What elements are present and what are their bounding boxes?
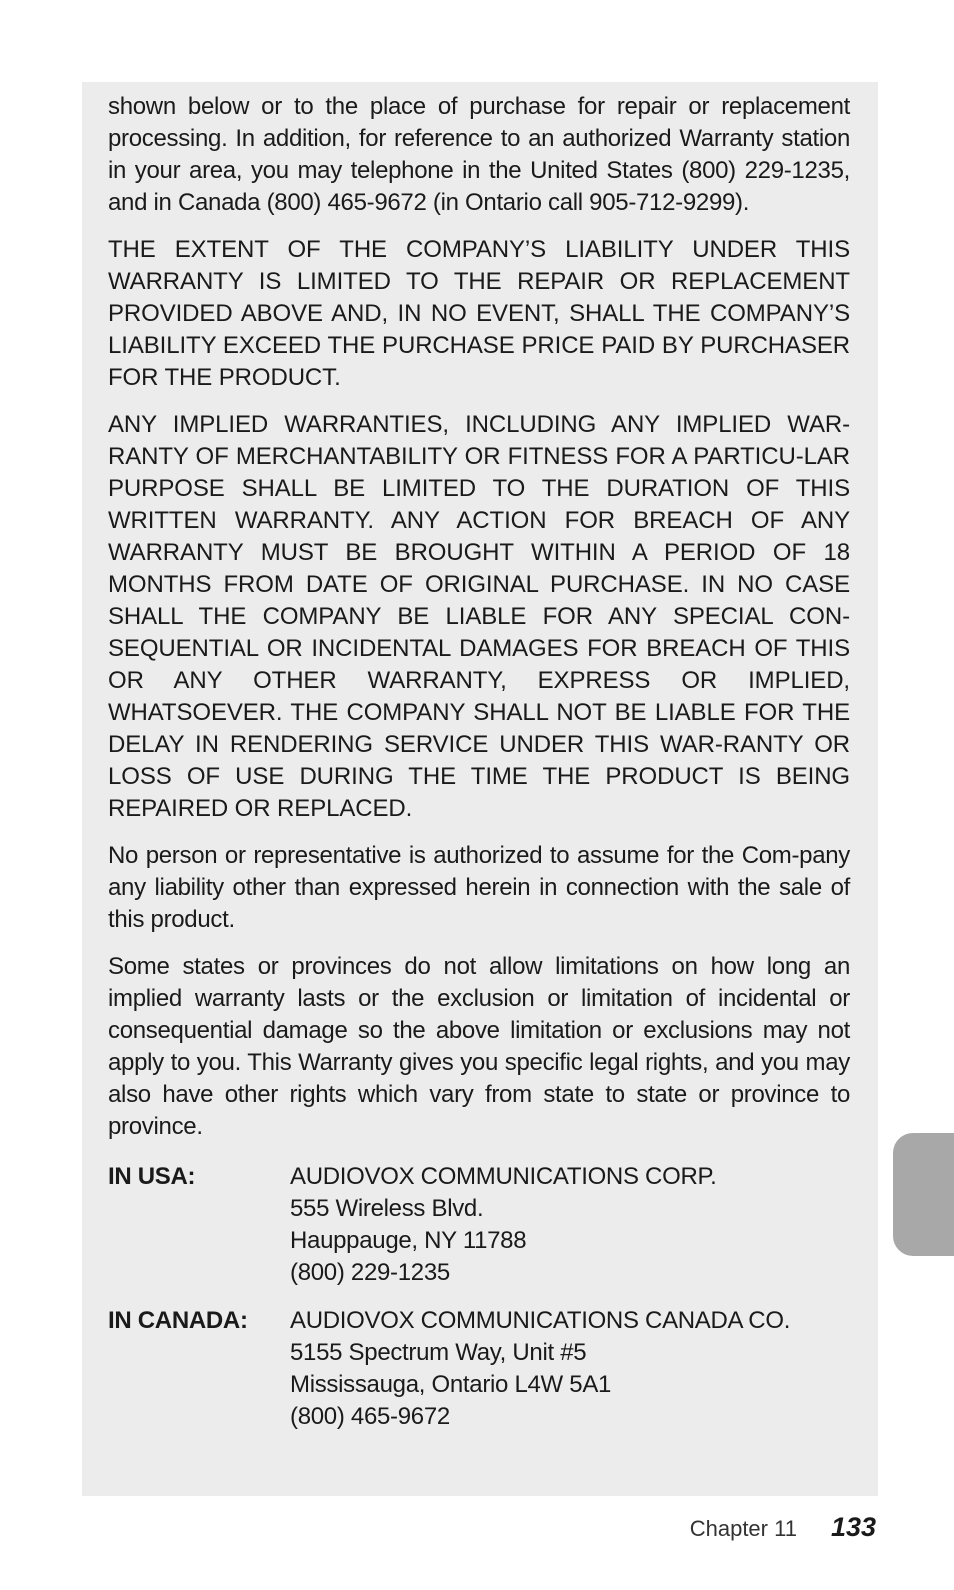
address-phone: (800) 465-9672 xyxy=(290,1403,450,1430)
paragraph-state-rights: Some states or provinces do not allow limitations on how long an implied warranty lasts or the exclusion or limitation of incidental or consequential damage so the above limitation or exclusions may not apply to you. This Warranty gives you specific legal rights, and you may also have other rights which vary from state to state or province to province. xyxy=(108,953,850,1140)
address-phone: (800) 229-1235 xyxy=(290,1259,450,1286)
address-label: IN USA: xyxy=(108,1163,196,1190)
paragraph-implied-warranties: ANY IMPLIED WARRANTIES, INCLUDING ANY IMPLIED WAR-RANTY OF MERCHANTABILITY OR FITNESS FOR A PARTICU-LAR PURPOSE SHALL BE LIMITED TO THE DURATION OF THIS WRITTEN WARRANTY. ANY ACTION FOR BREACH OF ANY WARRANTY MUST BE BROUGHT WITHIN A PERIOD OF 18 MONTHS FROM DATE OF ORIGINAL PURCHASE. IN NO CASE SHALL THE COMPANY BE LIABLE FOR ANY SPECIAL CON-SEQUENTIAL OR INCIDENTAL DAMAGES FOR BREACH OF THIS OR ANY OTHER WARRANTY, EXPRESS OR IMPLIED, WHATSOEVER. THE COMPANY SHALL NOT BE LIABLE FOR THE DELAY IN RENDERING SERVICE UNDER THIS WAR-RANTY OR LOSS OF USE DURING THE TIME THE PRODUCT IS BEING REPAIRED OR REPLACED. xyxy=(108,411,850,822)
address-street: 555 Wireless Blvd. xyxy=(290,1195,484,1222)
address-street: 5155 Spectrum Way, Unit #5 xyxy=(290,1339,587,1366)
warranty-text-panel xyxy=(82,82,878,1496)
address-label: IN CANADA: xyxy=(108,1307,248,1334)
paragraph-liability-limit: THE EXTENT OF THE COMPANY’S LIABILITY UNDER THIS WARRANTY IS LIMITED TO THE REPAIR OR REPLACEMENT PROVIDED ABOVE AND, IN NO EVENT, SHALL THE COMPANY’S LIABILITY EXCEED THE PURCHASE PRICE PAID BY PURCHASER FOR THE PRODUCT. xyxy=(108,236,850,391)
page-footer xyxy=(690,1512,876,1543)
chapter-label: Chapter 11 xyxy=(689,1516,797,1541)
address-company: AUDIOVOX COMMUNICATIONS CORP. xyxy=(290,1163,717,1190)
address-lines xyxy=(290,1161,716,1289)
address-city: Mississauga, Ontario L4W 5A1 xyxy=(290,1371,612,1398)
paragraph-service-contact: shown below or to the place of purchase for repair or replacement processing. In addition, for reference to an authorized Warranty station in your area, you may telephone in the United States (800) 229-1235, and in Canada (800) 465-9672 (in Ontario call 905-712-9299). xyxy=(108,93,850,216)
address-city: Hauppauge, NY 11788 xyxy=(290,1227,527,1254)
chapter-thumb-tab xyxy=(893,1133,954,1256)
page-number: 133 xyxy=(830,1512,876,1542)
address-usa xyxy=(108,1161,850,1289)
address-canada xyxy=(108,1305,850,1433)
address-lines xyxy=(290,1305,790,1433)
address-company: AUDIOVOX COMMUNICATIONS CANADA CO. xyxy=(290,1307,791,1334)
paragraph-no-representative: No person or representative is authorized to assume for the Com-pany any liability other than expressed herein in connection with the sale of this product. xyxy=(108,842,850,933)
